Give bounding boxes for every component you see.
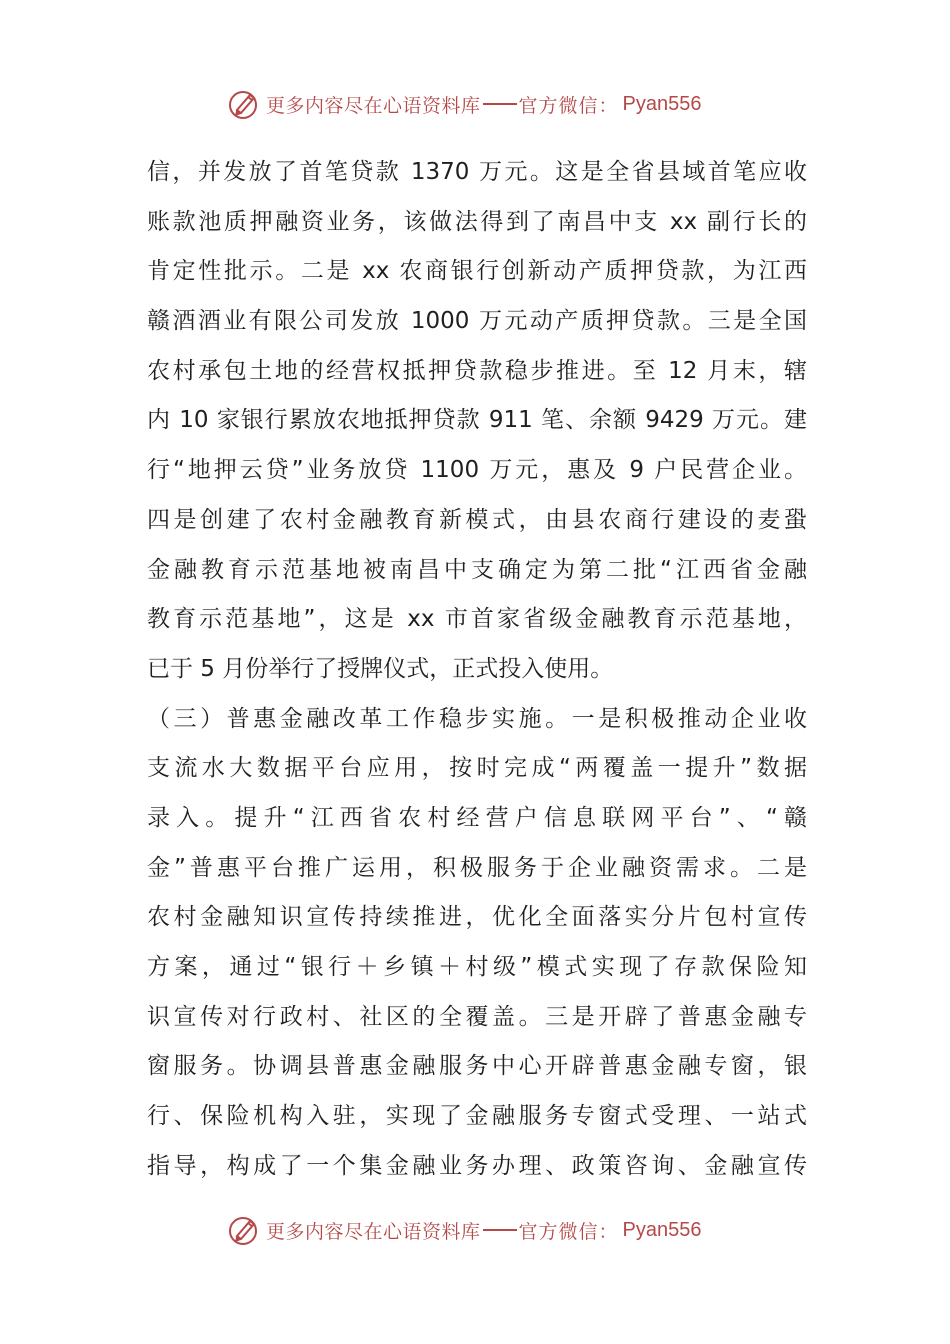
text-line: 金”普惠平台推广运用，积极服务于企业融资需求。二是 — [147, 854, 807, 881]
text-line: 教育示范基地”，这是 xx 市首家省级金融教育示范基地， — [147, 606, 807, 633]
footer-dash — [483, 1229, 517, 1231]
header-slogan: 更多内容尽在心语资料库 — [266, 94, 481, 117]
text-line: 肯定性批示。二是 xx 农商银行创新动产质押贷款，为江西 — [147, 258, 807, 285]
text-line: 内 10 家银行累放农地抵押贷款 911 笔、余额 9429 万元。建 — [147, 407, 807, 434]
text-line: 录入。提升“江西省农村经营户信息联网平台”、“赣 — [147, 804, 807, 831]
header-wechat-label: 官方微信： — [518, 94, 619, 117]
text-line: 农村金融知识宣传持续推进，优化全面落实分片包村宣传 — [147, 904, 807, 931]
text-line: 窗服务。协调县普惠金融服务中心开辟普惠金融专窗，银 — [147, 1053, 807, 1080]
text-line: 已于 5 月份举行了授牌仪式，正式投入使用。 — [147, 655, 614, 682]
header-banner — [228, 86, 702, 122]
text-line: 方案，通过“银行＋乡镇＋村级”模式实现了存款保险知 — [147, 954, 807, 980]
pen-logo-icon — [228, 87, 262, 121]
text-line: 支流水大数据平台应用，按时完成“两覆盖一提升”数据 — [147, 755, 807, 782]
footer-wechat-label: 官方微信： — [518, 1220, 619, 1243]
header-wechat-id: Pyan556 — [622, 92, 702, 115]
text-line: 四是创建了农村金融教育新模式，由县农商行建设的麦蛩 — [147, 506, 807, 533]
pen-logo-icon — [228, 1213, 262, 1247]
footer-wechat-id: Pyan556 — [622, 1218, 702, 1241]
text-line: 信，并发放了首笔贷款 1370 万元。这是全省县域首笔应收 — [147, 159, 807, 185]
body-text — [147, 148, 807, 1191]
text-line: 农村承包土地的经营权抵押贷款稳步推进。至 12 月末，辖 — [147, 357, 807, 384]
text-line: 账款池质押融资业务，该做法得到了南昌中支 xx 副行长的 — [147, 208, 807, 235]
text-line: 赣酒酒业有限公司发放 1000 万元动产质押贷款。三是全国 — [147, 308, 807, 335]
header-dash — [483, 103, 517, 105]
text-line: （三）普惠金融改革工作稳步实施。一是积极推动企业收 — [147, 705, 807, 732]
text-line: 行“地押云贷”业务放贷 1100 万元，惠及 9 户民营企业。 — [147, 457, 807, 484]
text-line: 识宣传对行政村、社区的全覆盖。三是开辟了普惠金融专 — [147, 1003, 807, 1030]
text-line: 金融教育示范基地被南昌中支确定为第二批“江西省金融 — [147, 556, 807, 583]
text-line: 指导，构成了一个集金融业务办理、政策咨询、金融宣传 — [147, 1152, 807, 1179]
text-line: 行、保险机构入驻，实现了金融服务专窗式受理、一站式 — [147, 1103, 807, 1130]
footer-slogan: 更多内容尽在心语资料库 — [266, 1220, 481, 1243]
footer-banner — [228, 1212, 702, 1248]
